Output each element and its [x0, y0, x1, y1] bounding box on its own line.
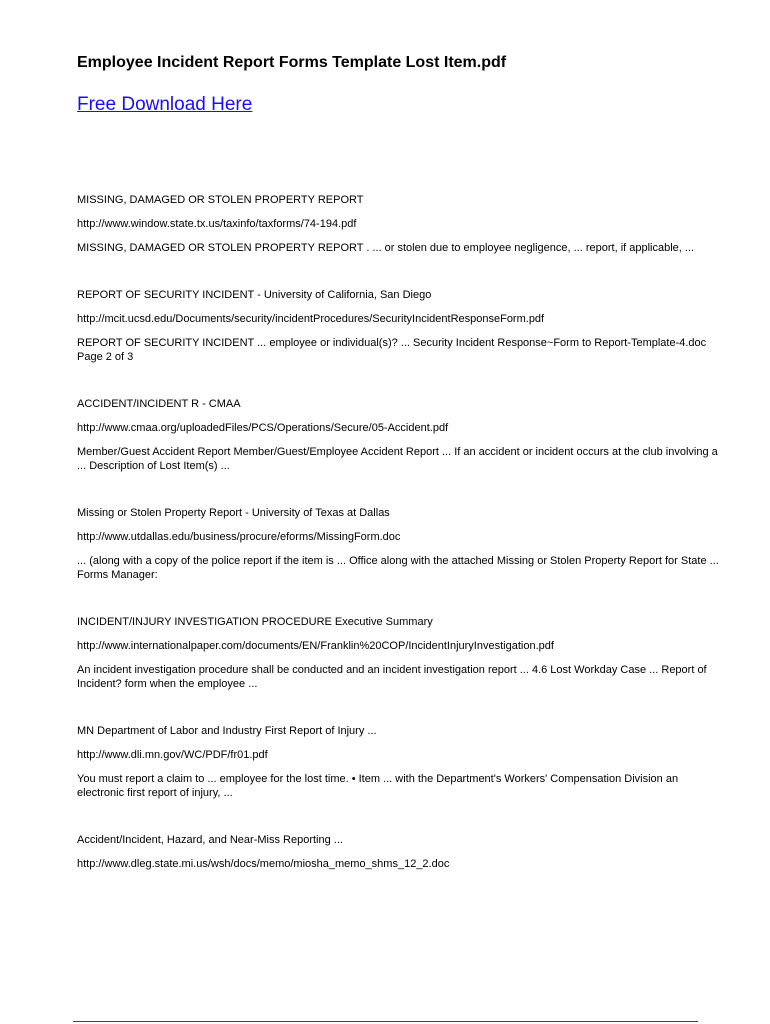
- result-snippet: An incident investigation procedure shall be conducted and an incident investigation report ... 4.6 Lost Workday Case ... Report of Incident? form when the employee ...: [77, 664, 707, 690]
- result-url: http://www.cmaa.org/uploadedFiles/PCS/Operations/Secure/05-Accident.pdf: [77, 422, 449, 434]
- result-url: http://www.window.state.tx.us/taxinfo/taxforms/74-194.pdf: [77, 218, 357, 230]
- result-snippet: MISSING, DAMAGED OR STOLEN PROPERTY REPORT . ... or stolen due to employee negligence, ... report, if applicable, ...: [77, 242, 695, 254]
- result-snippet: You must report a claim to ... employee for the lost time. • Item ... with the Department's Workers' Compensation Division an electronic first report of injury, ...: [77, 773, 679, 799]
- result-snippet: ... (along with a copy of the police report if the item is ... Office along with the attached Missing or Stolen Property Report for State ... Forms Manager:: [77, 555, 719, 581]
- result-title: REPORT OF SECURITY INCIDENT - University of California, San Diego: [77, 289, 432, 301]
- result-item: [77, 288, 727, 364]
- result-item: [77, 506, 727, 582]
- result-url: http://www.utdallas.edu/business/procure/eforms/MissingForm.doc: [77, 531, 401, 543]
- results-list: [77, 193, 727, 871]
- result-title: ACCIDENT/INCIDENT R - CMAA: [77, 398, 241, 410]
- result-item: [77, 615, 727, 691]
- result-snippet: REPORT OF SECURITY INCIDENT ... employee or individual(s)? ... Security Incident Response~Form to Report-Template-4.doc Page 2 of 3: [77, 337, 707, 363]
- document-title: Employee Incident Report Forms Template Lost Item.pdf: [77, 54, 507, 71]
- result-item: [77, 833, 727, 871]
- result-title: INCIDENT/INJURY INVESTIGATION PROCEDURE Executive Summary: [77, 616, 433, 628]
- result-item: [77, 193, 727, 255]
- footer-divider: [73, 1021, 698, 1022]
- result-url: http://www.internationalpaper.com/documents/EN/Franklin%20COP/IncidentInjuryInvestigation.pdf: [77, 640, 554, 652]
- result-title: Accident/Incident, Hazard, and Near-Miss Reporting ...: [77, 834, 343, 846]
- result-url: http://www.dleg.state.mi.us/wsh/docs/memo/miosha_memo_shms_12_2.doc: [77, 858, 450, 870]
- result-title: MN Department of Labor and Industry First Report of Injury ...: [77, 725, 377, 737]
- result-url: http://mcit.ucsd.edu/Documents/security/incidentProcedures/SecurityIncidentResponseForm.pdf: [77, 313, 545, 325]
- result-title: Missing or Stolen Property Report - University of Texas at Dallas: [77, 507, 390, 519]
- result-snippet: Member/Guest Accident Report Member/Guest/Employee Accident Report ... If an accident or incident occurs at the club involving a ... Description of Lost Item(s) ...: [77, 446, 718, 472]
- free-download-link[interactable]: Free Download Here: [77, 94, 253, 115]
- result-item: [77, 724, 727, 800]
- result-item: [77, 397, 727, 473]
- result-title: MISSING, DAMAGED OR STOLEN PROPERTY REPORT: [77, 194, 364, 206]
- result-url: http://www.dli.mn.gov/WC/PDF/fr01.pdf: [77, 749, 268, 761]
